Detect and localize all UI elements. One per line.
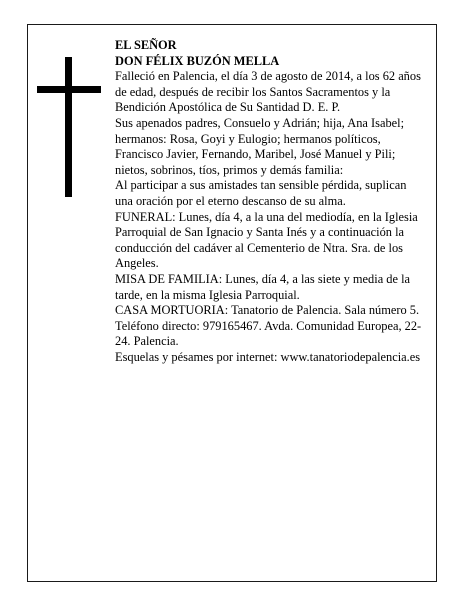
- family-list: Sus apenados padres, Consuelo y Adrián; hija, Ana Isabel; hermanos: Rosa, Goyi y Eulogio; hermanos políticos, Francisco Javier, Fernando, Maribel, José Manuel y Pili; nietos, sobrinos, tíos, primos y demás familia:: [115, 115, 405, 177]
- heading-title: EL SEÑOR: [115, 38, 177, 52]
- latin-cross-icon: [37, 57, 101, 197]
- prayer-request: Al participar a sus amistades tan sensible pérdida, suplican una oración por el eterno descanso de su alma.: [115, 178, 407, 208]
- deceased-name: DON FÉLIX BUZÓN MELLA: [115, 53, 280, 68]
- online-condolences: Esquelas y pésames por internet: www.tanatoriodepalencia.es: [115, 349, 421, 364]
- funeral-home-details: CASA MORTUORIA: Tanatorio de Palencia. Sala número 5. Teléfono directo: 979165467. Avda. Comunidad Europea, 22-24. Palencia.: [115, 303, 422, 349]
- family-mass-details: MISA DE FAMILIA: Lunes, día 4, a las siete y media de la tarde, en la misma Iglesia Parroquial.: [115, 271, 411, 302]
- death-announcement: Falleció en Palencia, el día 3 de agosto de 2014, a los 62 años de edad, después de recibir los Santos Sacramentos y la Bendición Apostólica de Su Santidad D. E. P.: [115, 69, 421, 115]
- obituary-text: [115, 38, 425, 365]
- cross-vertical-bar: [65, 57, 72, 197]
- funeral-details: FUNERAL: Lunes, día 4, a la una del mediodía, en la Iglesia Parroquial de San Ignacio y Santa Inés y a continuación la conducción del cadáver al Cementerio de Ntra. Sra. de los Angeles.: [115, 209, 418, 271]
- cross-horizontal-bar: [37, 86, 101, 93]
